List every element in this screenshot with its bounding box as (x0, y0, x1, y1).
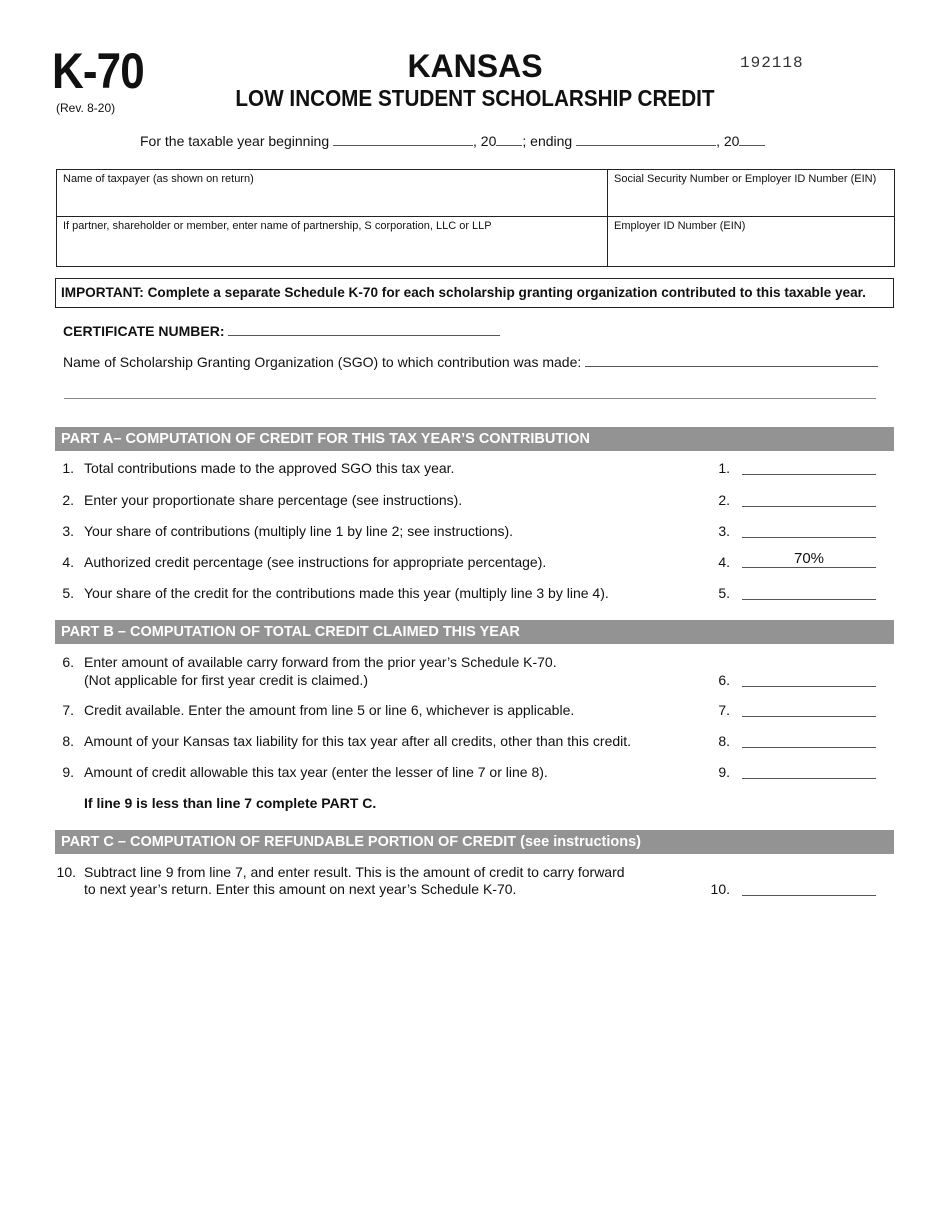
certificate-number-field[interactable] (228, 323, 500, 336)
line-10-amount[interactable] (742, 879, 876, 896)
line-text: Enter amount of available carry forward from the prior year’s Schedule K-70. (84, 654, 557, 670)
sgo-name-field[interactable] (585, 354, 878, 367)
sgo-name-label: Name of Scholarship Granting Organization (SGO) to which contribution was made: (63, 354, 582, 370)
part-b-header: PART B – COMPUTATION OF TOTAL CREDIT CLAIMED THIS YEAR (55, 620, 894, 644)
tax-year-line (140, 133, 765, 149)
line-7-amount[interactable] (742, 700, 876, 717)
form-id: K-70 (52, 43, 144, 99)
year-prefix-2: , 20 (716, 133, 740, 149)
form-code: 192118 (740, 54, 804, 72)
end-year-field[interactable] (739, 133, 765, 146)
state-title: KANSAS (407, 48, 543, 84)
line-4-amount[interactable]: 70% (742, 551, 876, 568)
line-text: Credit available. Enter the amount from line 5 or line 6, whichever is applicable. (84, 702, 575, 718)
line-ref: 4. (718, 554, 730, 570)
line-ref: 6. (718, 672, 730, 688)
tax-year-ending-label: ; ending (522, 133, 573, 149)
important-notice: IMPORTANT: Complete a separate Schedule K-70 for each scholarship granting organization contributed to this taxable year. (55, 278, 894, 308)
taxpayer-name-field[interactable] (57, 170, 607, 216)
line-ref: 1. (718, 460, 730, 476)
ssn-field[interactable] (608, 170, 894, 216)
begin-date-field[interactable] (333, 133, 473, 146)
line-ref: 5. (718, 585, 730, 601)
line-ref: 8. (718, 733, 730, 749)
line-ref: 10. (710, 881, 730, 897)
line-number: 5. (62, 585, 74, 601)
line-text: Your share of contributions (multiply line 1 by line 2; see instructions). (84, 523, 514, 539)
taxpayer-info-grid (56, 169, 895, 267)
year-prefix-1: , 20 (473, 133, 497, 149)
line-text: Amount of credit allowable this tax year (enter the lesser of line 7 or line 8). (84, 764, 548, 780)
line-ref: 2. (718, 492, 730, 508)
line-text: Total contributions made to the approved SGO this tax year. (84, 460, 455, 476)
line-number: 10. (56, 864, 76, 880)
certificate-number-label: CERTIFICATE NUMBER: (63, 323, 225, 339)
line-8-amount[interactable] (742, 731, 876, 748)
line-1-amount[interactable] (742, 458, 876, 475)
ssn-label: Social Security Number or Employer ID Number (EIN) (614, 173, 877, 185)
line-number: 2. (62, 492, 74, 508)
line-text-continuation: to next year’s return. Enter this amount on next year’s Schedule K-70. (84, 881, 517, 897)
line-number: 8. (62, 733, 74, 749)
line-text: Your share of the credit for the contributions made this year (multiply line 3 by line 4). (84, 585, 609, 601)
line-text: Subtract line 9 from line 7, and enter result. This is the amount of credit to carry forward (84, 864, 625, 880)
sgo-name-continuation-line[interactable] (64, 398, 876, 399)
line-6-amount[interactable] (742, 670, 876, 687)
line-3-amount[interactable] (742, 521, 876, 538)
line-2-amount[interactable] (742, 490, 876, 507)
part-b-note: If line 9 is less than line 7 complete PART C. (84, 795, 377, 811)
line-number: 9. (62, 764, 74, 780)
line-9-amount[interactable] (742, 762, 876, 779)
ein-field[interactable] (608, 217, 894, 266)
line-text: Amount of your Kansas tax liability for this tax year after all credits, other than this credit. (84, 733, 632, 749)
line-number: 6. (62, 654, 74, 670)
line-text: Authorized credit percentage (see instructions for appropriate percentage). (84, 554, 547, 570)
certificate-number-row (63, 323, 500, 339)
partnership-name-field[interactable] (57, 217, 607, 266)
line-number: 1. (62, 460, 74, 476)
end-date-field[interactable] (576, 133, 716, 146)
part-a-header: PART A– COMPUTATION OF CREDIT FOR THIS TAX YEAR’S CONTRIBUTION (55, 427, 894, 451)
taxpayer-name-label: Name of taxpayer (as shown on return) (63, 173, 254, 185)
line-ref: 3. (718, 523, 730, 539)
line-5-amount[interactable] (742, 583, 876, 600)
line-number: 4. (62, 554, 74, 570)
sgo-name-row (63, 354, 878, 370)
revision-date: (Rev. 8-20) (56, 101, 116, 115)
line-number: 3. (62, 523, 74, 539)
line-ref: 7. (718, 702, 730, 718)
ein-label: Employer ID Number (EIN) (614, 220, 746, 232)
form-title: LOW INCOME STUDENT SCHOLARSHIP CREDIT (235, 85, 715, 111)
partnership-name-label: If partner, shareholder or member, enter name of partnership, S corporation, LLC or LLP (63, 220, 492, 232)
line-number: 7. (62, 702, 74, 718)
tax-year-beginning-label: For the taxable year beginning (140, 133, 330, 149)
part-c-header: PART C – COMPUTATION OF REFUNDABLE PORTION OF CREDIT (see instructions) (55, 830, 894, 854)
line-text: Enter your proportionate share percentage (see instructions). (84, 492, 463, 508)
line-ref: 9. (718, 764, 730, 780)
begin-year-field[interactable] (496, 133, 522, 146)
line-text-continuation: (Not applicable for first year credit is claimed.) (84, 672, 368, 688)
